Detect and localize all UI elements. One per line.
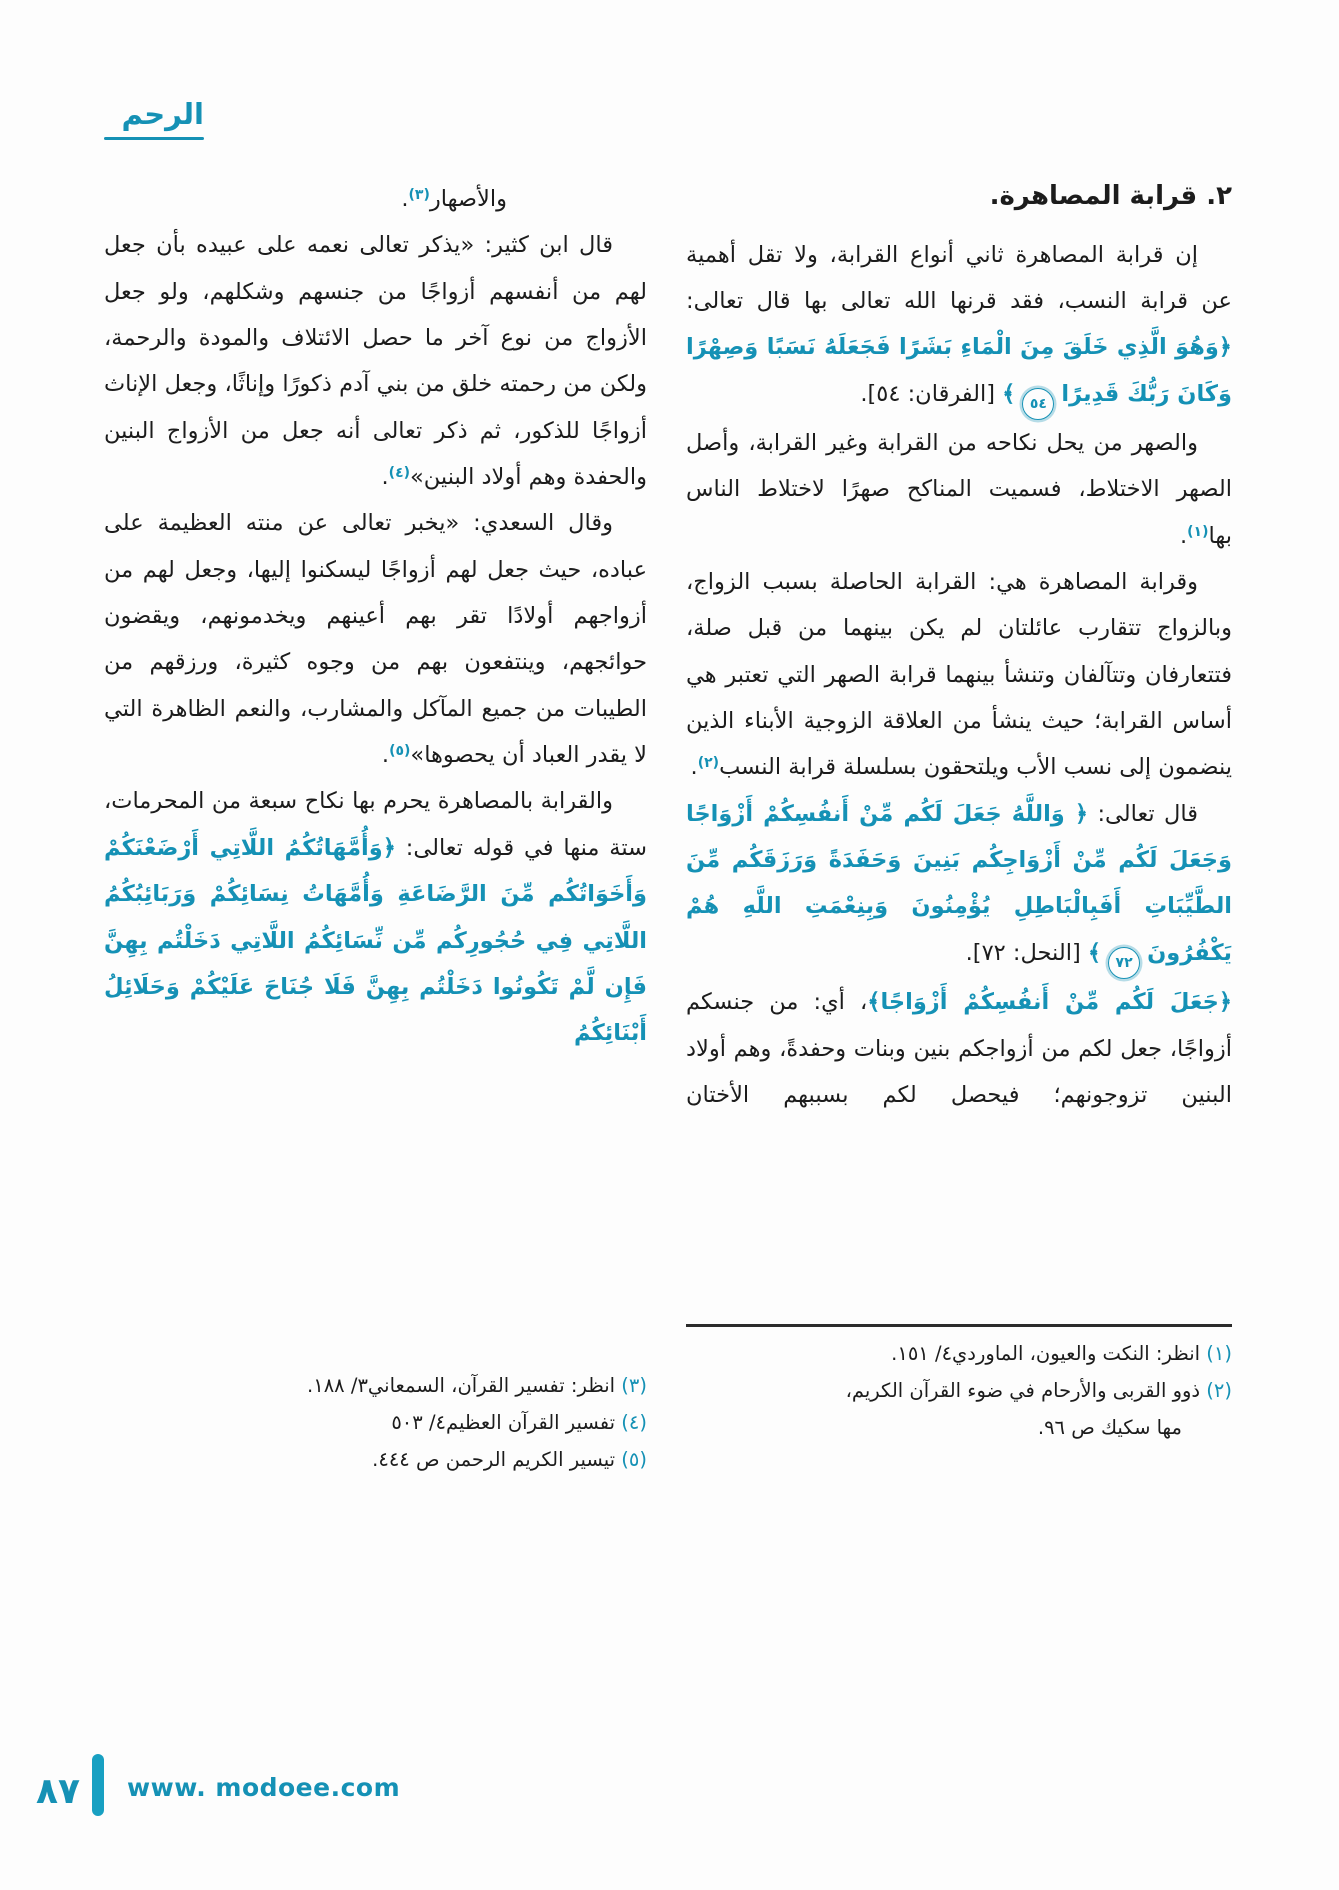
verse-citation: [الفرقان: ٥٤]. — [860, 380, 996, 407]
quran-inline-quote: ﴿جَعَلَ لَكُم مِّنْ أَنفُسِكُمْ أَزْوَاجًا﴾ — [867, 989, 1232, 1016]
paragraph-intro — [686, 232, 1232, 420]
paragraph-ibn-kathir — [104, 222, 647, 500]
paragraph-nahl-verse — [686, 791, 1232, 979]
footnote-text: تيسير الكريم الرحمن ص ٤٤٤. — [372, 1447, 616, 1471]
footnotes-right — [686, 1324, 1232, 1446]
paragraph-tafsir — [686, 979, 1232, 1118]
quran-verse-nahl: ﴿ وَاللَّهُ جَعَلَ لَكُم مِّنْ أَنفُسِكُمْ أَزْوَاجًا وَجَعَلَ لَكُم مِّنْ أَزْوَاجِكُم بَنِينَ وَحَفَدَةً وَرَزَقَكُم مِّنَ الطَّيِّبَاتِ أَفَبِالْبَاطِلِ يُؤْمِنُونَ وَبِنِعْمَتِ اللَّهِ هُمْ يَكْفُرُونَ — [686, 800, 1232, 966]
footnote-text: ذوو القربى والأرحام في ضوء القرآن الكريم، — [845, 1378, 1201, 1402]
body-text: ، أي: من جنسكم أزواجًا، جعل لكم من أزواجكم بنين وبنات وحفدةً، وهم أولاد البنين تزوجونهم؛ فيحصل لكم بسببهم الأختان — [686, 989, 1232, 1108]
footnote-number: (٢) — [1206, 1378, 1232, 1402]
website-url: www. modoee.com — [127, 1773, 401, 1802]
header-title: الرحم — [121, 97, 204, 131]
footnote-number: (١) — [1206, 1341, 1232, 1365]
paragraph-definition — [686, 559, 1232, 791]
body-text: . — [1179, 522, 1188, 549]
footnote-item — [686, 1372, 1232, 1446]
paragraph-sihr — [686, 420, 1232, 559]
footnote-text: تفسير القرآن العظيم٤/ ٥٠٣ — [391, 1410, 616, 1434]
ayah-number: ٧٢ — [1115, 954, 1133, 971]
column-right — [686, 176, 1232, 1446]
verse-citation: [النحل: ٧٢]. — [965, 939, 1081, 966]
footnote-separator — [686, 1324, 1232, 1327]
body-text: وقال السعدي: «يخبر تعالى عن منته العظيمة على عباده، حيث جعل لهم أزواجًا ليسكنوا إليها، وجعل لهم من أزواجهم أولادًا تقر بهم أعينهم ويخدمونهم، ويقضون حوائجهم، وينتفعون بهم من وجوه كثيرة، ورزقهم من الطيبات من جميع المآكل والمشارب، والنعم الظاهرة التي لا يقدر العباد أن يحصوها» — [104, 510, 647, 769]
footer-divider-bar — [92, 1754, 104, 1816]
footnote-item — [104, 1441, 647, 1478]
footnote-number: (٥) — [621, 1447, 647, 1471]
paragraph-saadi — [104, 500, 647, 778]
body-text: . — [690, 754, 698, 781]
footnote-item — [686, 1335, 1232, 1372]
footnote-ref-2: (٢) — [697, 755, 720, 772]
footnotes-left — [104, 1367, 647, 1478]
quran-verse-nisa: ﴿وَأُمَّهَاتُكُمُ اللَّاتِي أَرْضَعْنَكُمْ وَأَخَوَاتُكُم مِّنَ الرَّضَاعَةِ وَأُمَّهَاتُ نِسَائِكُمْ وَرَبَائِبُكُمُ اللَّاتِي فِي حُجُورِكُم مِّن نِّسَائِكُمُ اللَّاتِي دَخَلْتُم بِهِنَّ فَإِن لَّمْ تَكُونُوا دَخَلْتُم بِهِنَّ فَلَا جُنَاحَ عَلَيْكُمْ وَحَلَائِلُ أَبْنَائِكُمُ — [104, 834, 647, 1047]
body-text: والأصهار — [429, 186, 507, 212]
quran-verse-furqan: ﴿وَهُوَ الَّذِي خَلَقَ مِنَ الْمَاءِ بَشَرًا فَجَعَلَهُ نَسَبًا وَصِهْرًا وَكَانَ رَبُّكَ قَدِيرًا — [686, 334, 1232, 407]
quran-close-bracket-icon: ﴾ — [1002, 380, 1016, 407]
footnote-text-continued: مها سكيك ص ٩٦. — [1037, 1415, 1182, 1439]
body-text: والقرابة بالمصاهرة يحرم بها نكاح سبعة من المحرمات، ستة منها في قوله تعالى: — [104, 788, 647, 861]
footnote-item — [104, 1404, 647, 1441]
body-text: . — [401, 186, 409, 212]
footnote-number: (٤) — [621, 1410, 647, 1434]
paragraph-continuation — [104, 176, 647, 222]
footnote-item — [104, 1367, 647, 1404]
body-text: قال ابن كثير: «يذكر تعالى نعمه على عبيده بأن جعل لهم من أنفسهم أزواجًا من جنسهم وشكلهم، ولو جعل الأزواج من نوع آخر ما حصل الائتلاف والمودة والرحمة، ولكن من رحمته خلق من بني آدم ذكورًا وإناثًا، وجعل الإناث أزواجًا للذكور، ثم ذكر تعالى أنه جعل من الأزواج البنين والحفدة وهم أولاد البنين» — [104, 232, 647, 491]
body-text: والصهر من يحل نكاحه من القرابة وغير القرابة، وأصل الصهر الاختلاط، فسميت المناكح صهرًا لاختلاط الناس بها — [686, 430, 1232, 549]
column-left — [104, 176, 647, 1478]
header-rule — [104, 137, 204, 140]
footnote-ref-5: (٥) — [389, 743, 411, 760]
footnote-ref-1: (١) — [1187, 523, 1209, 540]
footnote-ref-4: (٤) — [388, 465, 411, 482]
body-text: قال تعالى: — [1088, 800, 1198, 827]
footnote-text: انظر: تفسير القرآن، السمعاني٣/ ١٨٨. — [307, 1373, 616, 1397]
footnote-ref-3: (٣) — [408, 187, 430, 203]
footnote-number: (٣) — [621, 1373, 647, 1397]
body-text: وقرابة المصاهرة هي: القرابة الحاصلة بسبب الزواج، وبالزواج تتقارب عائلتان لم يكن بينهما من قبل صلة، فتتعارفان وتتآلفان وتنشأ بينهما قرابة الصهر التي تعتبر هي أساس القرابة؛ حيث ينشأ من العلاقة الزوجية الأبناء الذين ينضمون إلى نسب الأب ويلتحقون بسلسلة قرابة النسب — [686, 569, 1232, 781]
page-header — [94, 96, 204, 140]
paragraph-muharramat — [104, 778, 647, 1056]
ayah-number-badge — [1108, 947, 1140, 979]
quran-close-bracket-icon: ﴾ — [1087, 939, 1102, 966]
body-text: . — [381, 464, 389, 491]
section-heading: ٢. قرابة المصاهرة. — [989, 181, 1232, 211]
page-number: ٨٧ — [36, 1771, 80, 1812]
footnote-text: انظر: النكت والعيون، الماوردي٤/ ١٥١. — [891, 1341, 1201, 1365]
body-text: . — [381, 742, 390, 769]
ayah-number: ٥٤ — [1029, 395, 1047, 412]
ayah-number-badge — [1022, 388, 1054, 420]
body-text: إن قرابة المصاهرة ثاني أنواع القرابة، ولا تقل أهمية عن قرابة النسب، فقد قرنها الله تعالى بها قال تعالى: — [686, 241, 1232, 314]
